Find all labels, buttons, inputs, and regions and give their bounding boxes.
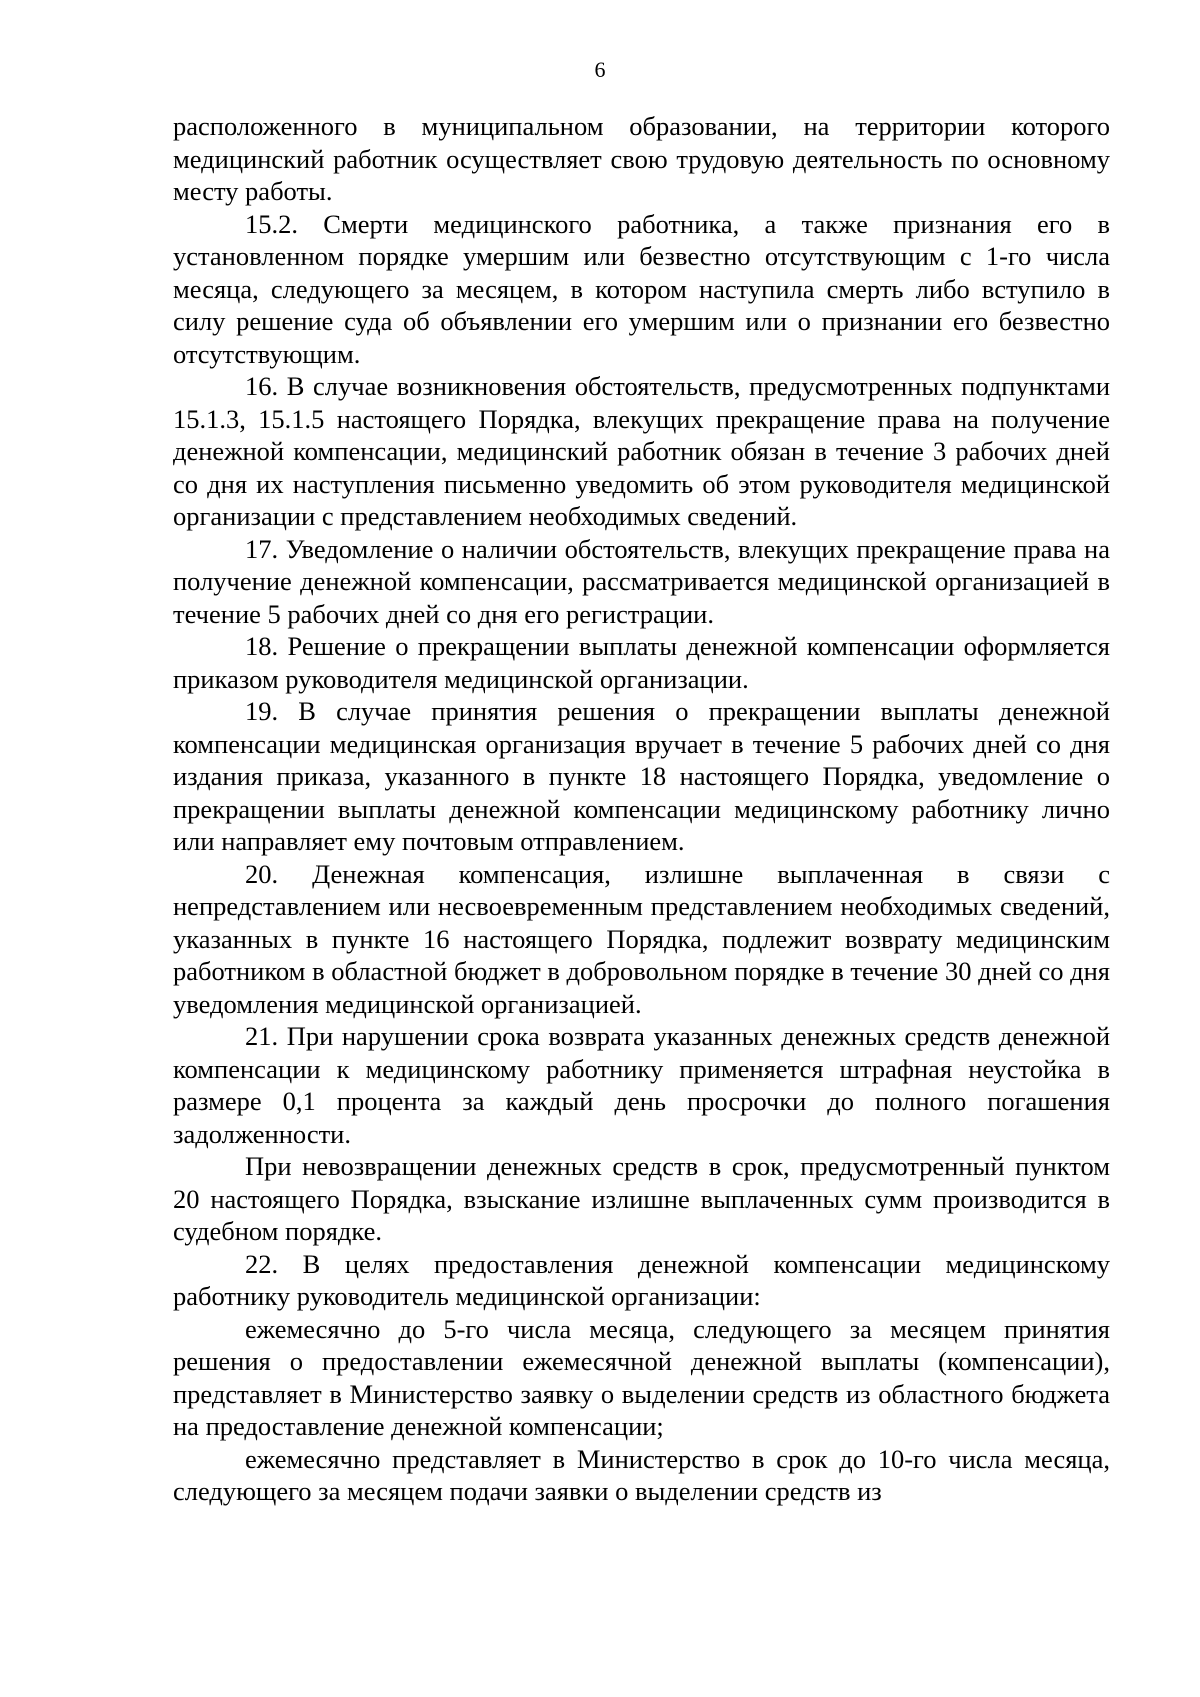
paragraph-22-item-1: ежемесячно до 5-го числа месяца, следующего за месяцем принятия решения о предоставлении ежемесячной денежной выплаты (компенсации), представляет в Министерство заявку о выделении средств из областного бюджета на предоставление денежной компенсации; (173, 1313, 1110, 1441)
paragraph-16: 16. В случае возникновения обстоятельств, предусмотренных подпунктами 15.1.3, 15.1.5 настоящего Порядка, влекущих прекращение права на получение денежной компенсации, медицинский работник обязан в течение 3 рабочих дней со дня их наступления письменно уведомить об этом руководителя медицинской организации с представлением необходимых сведений. (173, 371, 1110, 531)
paragraph-21: 21. При нарушении срока возврата указанных денежных средств денежной компенсации к медицинскому работнику применяется штрафная неустойка в размере 0,1 процента за каждый день просрочки до полного погашения задолженности. (173, 1021, 1110, 1149)
page-number: 6 (594, 57, 606, 82)
paragraph-20: 20. Денежная компенсация, излишне выплаченная в связи с непредставлением или несвоевременным представлением необходимых сведений, указанных в пункте 16 настоящего Порядка, подлежит возврату медицинским работником в областной бюджет в добровольном порядке в течение 30 дней со дня уведомления медицинской организацией. (173, 858, 1110, 1019)
paragraph-22-item-2: ежемесячно представляет в Министерство в срок до 10-го числа месяца, следующего за месяцем подачи заявки о выделении средств из (173, 1443, 1110, 1506)
paragraph-19: 19. В случае принятия решения о прекращении выплаты денежной компенсации медицинская организация вручает в течение 5 рабочих дней со дня издания приказа, указанного в пункте 18 настоящего Порядка, уведомление о прекращении выплаты денежной компенсации медицинскому работнику лично или направляет ему почтовым отправлением. (173, 696, 1110, 856)
paragraph-18: 18. Решение о прекращении выплаты денежной компенсации оформляется приказом руководителя медицинской организации. (173, 631, 1110, 694)
document-body (173, 110, 1110, 1508)
paragraph-continuation: расположенного в муниципальном образовании, на территории которого медицинский работник осуществляет свою трудовую деятельность по основному месту работы. (173, 111, 1110, 206)
paragraph-17: 17. Уведомление о наличии обстоятельств, влекущих прекращение права на получение денежной компенсации, рассматривается медицинской организацией в течение 5 рабочих дней со дня его регистрации. (173, 533, 1110, 629)
paragraph-15-2: 15.2. Смерти медицинского работника, а также признания его в установленном порядке умершим или безвестно отсутствующим с 1-го числа месяца, следующего за месяцем, в котором наступила смерть либо вступило в силу решение суда об объявлении его умершим или о признании его безвестно отсутствующим. (173, 208, 1110, 369)
paragraph-22: 22. В целях предоставления денежной компенсации медицинскому работнику руководитель медицинской организации: (173, 1248, 1110, 1311)
paragraph-21-recovery: При невозвращении денежных средств в срок, предусмотренный пунктом 20 настоящего Порядка, взыскание излишне выплаченных сумм производится в судебном порядке. (173, 1151, 1110, 1246)
